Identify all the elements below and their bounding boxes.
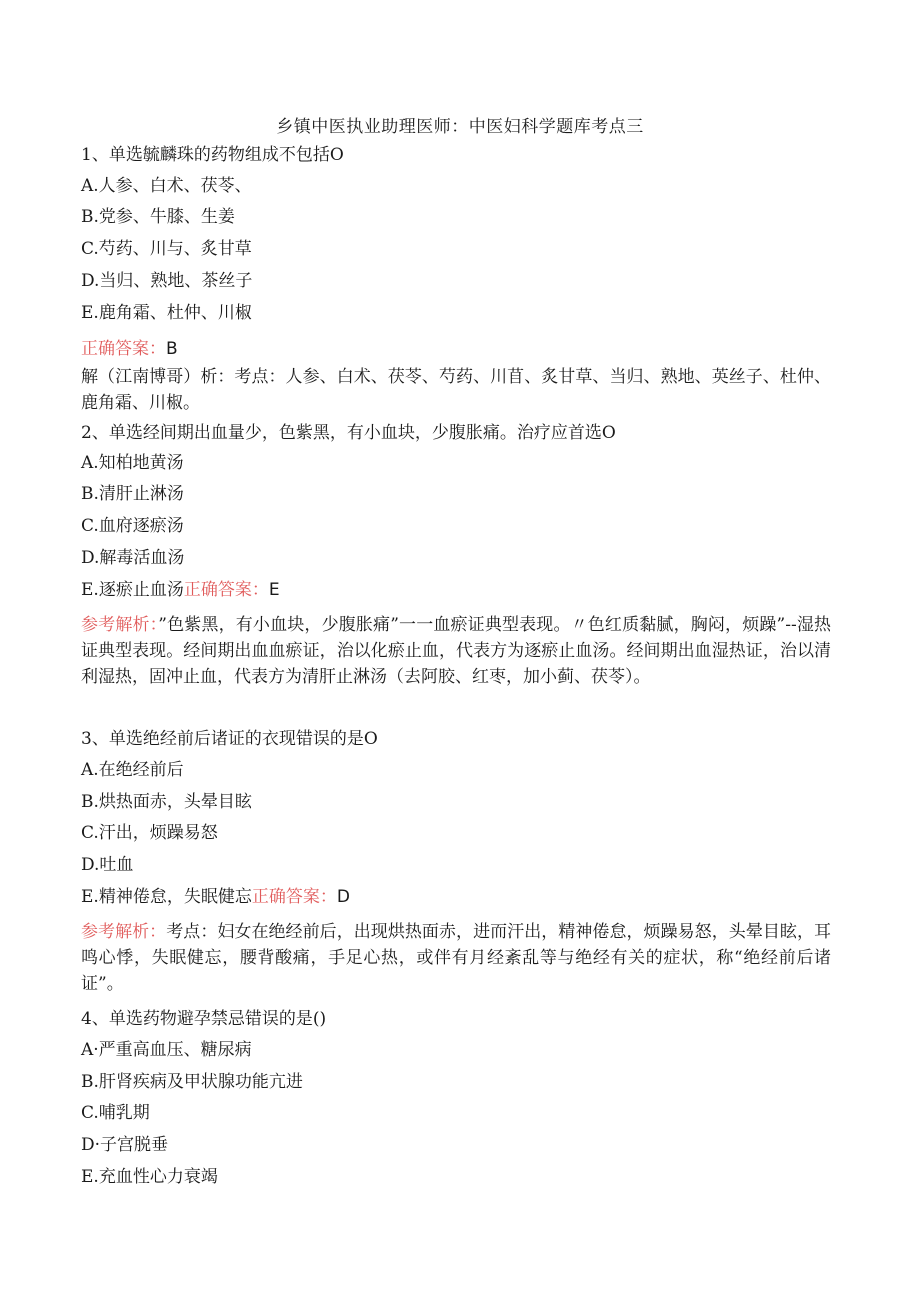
q1-option-c: C.芍药、川与、炙甘草 <box>81 239 252 259</box>
q1-answer-line <box>81 337 831 361</box>
q1-analysis: 解（江南博哥）析：考点：人参、白术、茯苓、芍药、川苜、炙甘草、当归、熟地、英丝子、杜仲、鹿角霜、川椒。 <box>81 367 831 413</box>
q2-option-e: E.逐瘀止血汤 <box>81 580 184 600</box>
q1-stem: 1、单选毓麟珠的药物组成不包括O <box>81 145 344 165</box>
q1-answer-label: 正确答案： <box>81 339 166 359</box>
q2-answer: E <box>268 580 280 600</box>
q2-option-b: B.清肝止淋汤 <box>81 484 184 504</box>
q1-option-e: E.鹿角霜、杜仲、川椒 <box>81 303 252 323</box>
q4-option-a: A·严重高血压、糖尿病 <box>81 1040 252 1060</box>
q3-option-b: B.烘热面赤，头晕目眩 <box>81 792 252 812</box>
q3-option-e: E.精神倦怠，失眠健忘 <box>81 887 252 907</box>
q3-stem: 3、单选绝经前后诸证的衣现错误的是O <box>81 729 378 749</box>
q3-option-d: D.吐血 <box>81 855 134 875</box>
q3-answer-label: 正确答案： <box>251 887 337 907</box>
q2-answer-label: 正确答案： <box>183 580 269 600</box>
q2-stem: 2、单选经间期出血量少，色紫黑，有小血块，少腹胀痛。治疗应首选O <box>81 423 616 443</box>
q3-analysis: 考点：妇女在绝经前后，出现烘热面赤，进而汗出，精神倦怠，烦躁易怒，头晕目眩，耳鸣心悸，失眠健忘，腰背酸痛，手足心热，或伴有月经紊乱等与绝经有关的症状，称“绝经前后诸证”。 <box>81 922 832 994</box>
q3-option-a: A.在绝经前后 <box>81 760 184 780</box>
document-title: 乡镇中医执业助理医师：中医妇科学题库考点三 <box>276 117 644 137</box>
q3-analysis-block <box>81 919 831 997</box>
q1-answer: B <box>166 339 178 359</box>
q2-analysis-block <box>81 612 831 690</box>
q4-option-b: B.肝肾疾病及甲状腺功能亢进 <box>81 1072 303 1092</box>
q3-analysis-label: 参考解析： <box>81 922 167 942</box>
q3-answer: D <box>336 887 350 907</box>
q2-option-c: C.血府逐瘀汤 <box>81 516 184 536</box>
q4-option-d: D·子宫脱垂 <box>81 1135 169 1155</box>
q2-option-a: A.知柏地黄汤 <box>81 453 184 473</box>
q4-option-c: C.哺乳期 <box>81 1103 150 1123</box>
q3-option-e-line <box>81 885 831 909</box>
q2-analysis: ”色紫黑，有小血块，少腹胀痛”一一血瘀证典型表现。〃色红质黏腻，胸闷，烦躁”--湿热证典型表现。经间期出血血瘀证，治以化瘀止血，代表方为逐瘀止血汤。经间期出血湿热证，治以清利湿热，固冲止血，代表方为清肝止淋汤（去阿胶、红枣，加小蓟、茯苓）。 <box>81 615 832 687</box>
q4-option-e: E.充血性心力衰竭 <box>81 1167 218 1187</box>
q1-option-a: A.人参、白术、茯苓、 <box>81 176 252 196</box>
q3-option-c: C.汗出，烦躁易怒 <box>81 823 218 843</box>
q1-option-b: B.党参、牛膝、生姜 <box>81 207 235 227</box>
q2-option-e-line <box>81 578 831 602</box>
q2-analysis-label: 参考解析： <box>81 615 159 635</box>
q2-option-d: D.解毒活血汤 <box>81 548 185 568</box>
q1-option-d: D.当归、熟地、茶丝子 <box>81 271 253 291</box>
q4-stem: 4、单选药物避孕禁忌错误的是() <box>81 1009 327 1029</box>
